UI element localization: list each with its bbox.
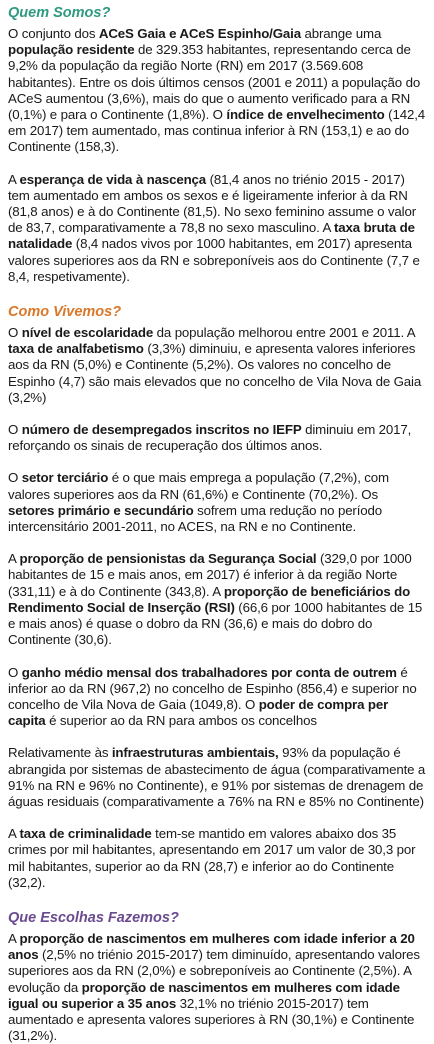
- bold-phrase: número de desempregados inscritos no IEFP: [21, 422, 302, 438]
- bold-phrase: setores primário e secundário: [8, 502, 194, 518]
- text-run: (142,4 em 2017) tem aumentado, mas continua inferior à RN (153,1) e ao do Continente (158,3).: [8, 107, 425, 155]
- section-que-escolhas-fazemos: [8, 909, 426, 1044]
- section-heading-que-escolhas-fazemos: Que Escolhas Fazemos?: [8, 909, 179, 926]
- paragraph: [8, 745, 426, 810]
- bold-phrase: taxa bruta de natalidade: [8, 220, 415, 252]
- text-run: (2,5% no triénio 2015-2017) tem diminuído, apresentando valores superiores aos da RN (2,0%) e sobreponíveis ao Continente (2,5%). A evolução da: [8, 947, 420, 995]
- text-run: O: [8, 325, 22, 341]
- text-run: é superior ao da RN para ambos os concelhos: [45, 713, 317, 729]
- text-run: (3,3%) diminuiu, e apresenta valores inferiores aos da RN (5,0%) e Continente (5,2%). Os valores no concelho de Espinho (4,7) são mais elevados que no concelho de Vila Nova de Gaia (3,2%): [8, 341, 422, 405]
- text-run: tem-se mantido em valores abaixo dos 35 crimes por mil habitantes, apresentando em 2017 um valor de 30,3 por mil habitantes, superior ao da RN (28,7) e inferior ao do Continente (32,2).: [8, 826, 416, 890]
- bold-phrase: infraestruturas ambientais,: [111, 745, 279, 761]
- paragraph: [8, 931, 426, 1044]
- paragraph: [8, 325, 426, 406]
- bold-phrase: ACeS Gaia e ACeS Espinho/Gaia: [98, 26, 301, 41]
- section-como-vivemos: [8, 303, 426, 891]
- paragraph: [8, 470, 426, 535]
- bold-phrase: índice de envelhecimento: [226, 107, 385, 123]
- bold-phrase: setor terciário: [21, 470, 109, 486]
- paragraph: [8, 172, 426, 285]
- paragraph: [8, 26, 426, 156]
- text-run: 93% da população é abrangida por sistemas de abastecimento de água (comparativamente a 91% na RN e 96% no Continente), e 91% por sistemas de drenagem de águas residuais (comparativamente a 76% na RN e 85% no Continente): [8, 745, 426, 809]
- text-run: abrange uma: [300, 26, 382, 41]
- text-run: A: [8, 171, 20, 187]
- bold-phrase: proporção de nascimentos em mulheres com idade inferior a 20 anos: [8, 930, 415, 963]
- paragraph: [8, 422, 426, 454]
- text-run: de 329.353 habitantes, representando cerca de 9,2% da população da região Norte (RN) em 2017 (3.569.608 habitantes). Entre os dois últimos censos (2001 e 2011) a população do ACeS aumentou (3,6%), mais do que o aumento verificado para a RN (0,1%) e para o Continente (1,8%). O: [8, 42, 421, 123]
- bold-phrase: nível de escolaridade: [21, 325, 154, 341]
- text-run: (8,4 nados vivos por 1000 habitantes, em 2017) apresenta valores superiores aos da RN e sobreponíveis aos do Continente (7,7 e 8,4, respetivamente).: [8, 236, 420, 284]
- bold-phrase: esperança de vida à nascença: [19, 171, 207, 187]
- text-run: é inferior ao da RN (967,2) no concelho de Espinho (856,4) e superior no concelho de Vila Nova de Gaia (1049,8). O: [8, 664, 417, 712]
- text-run: A: [8, 826, 20, 842]
- section-quem-somos: [8, 4, 426, 285]
- text-run: da população melhorou entre 2001 e 2011. A: [153, 325, 415, 341]
- text-run: O conjunto dos: [8, 26, 99, 41]
- bold-phrase: proporção de nascimentos em mulheres com idade igual ou superior a 35 anos: [8, 979, 400, 1011]
- bold-phrase: taxa de analfabetismo: [8, 341, 144, 357]
- bold-phrase: proporção de beneficiários do Rendimento Social de Inserção (RSI): [8, 583, 411, 615]
- text-run: A: [8, 930, 20, 946]
- bold-phrase: proporção de pensionistas da Segurança Social: [19, 551, 317, 567]
- bold-phrase: população residente: [8, 42, 135, 58]
- paragraph: [8, 551, 426, 648]
- section-heading-como-vivemos: Como Vivemos?: [8, 304, 122, 321]
- text-run: Relativamente às: [8, 745, 112, 761]
- text-run: 32,1% no triénio 2015-2017) tem aumentado e apresenta valores superiores à RN (30,1%) e Continente (31,2%).: [8, 995, 415, 1044]
- text-run: O: [8, 422, 22, 438]
- text-run: (329,0 por 1000 habitantes de 15 e mais anos, em 2017) é inferior à da região Norte (331,11) e à do Continente (343,8). A: [8, 551, 412, 599]
- text-run: sofrem uma redução no período intercensitário 2001-2011, no ACES, na RN e no Continente.: [8, 502, 382, 535]
- paragraph: [8, 665, 426, 730]
- text-run: (66,6 por 1000 habitantes de 15 e mais anos) é quase o dobro da RN (36,6) e mais do dobro do Continente (30,6).: [8, 599, 423, 648]
- bold-phrase: poder de compra per capita: [8, 696, 389, 729]
- paragraph: [8, 826, 426, 891]
- text-run: (81,4 anos no triénio 2015 - 2017) tem aumentado em ambos os sexos e é ligeiramente inferior à da RN (81,8 anos) e à do Continente (81,5). No sexo feminino assume o valor de 83,7, comparativamente a 78,8 no sexo masculino. A: [8, 171, 416, 236]
- bold-phrase: ganho médio mensal dos trabalhadores por conta de outrem: [21, 664, 397, 680]
- text-run: A: [8, 551, 20, 567]
- bold-phrase: taxa de criminalidade: [19, 826, 152, 842]
- text-run: O: [8, 664, 22, 680]
- text-run: O: [8, 470, 22, 486]
- text-run: é o que mais emprega a população (7,2%), com valores superiores aos da RN (61,6%) e Continente (70,2%). Os: [8, 470, 389, 502]
- section-heading-quem-somos: Quem Somos?: [8, 5, 111, 21]
- text-run: diminuiu em 2017, reforçando os sinais de recuperação dos últimos anos.: [8, 422, 412, 454]
